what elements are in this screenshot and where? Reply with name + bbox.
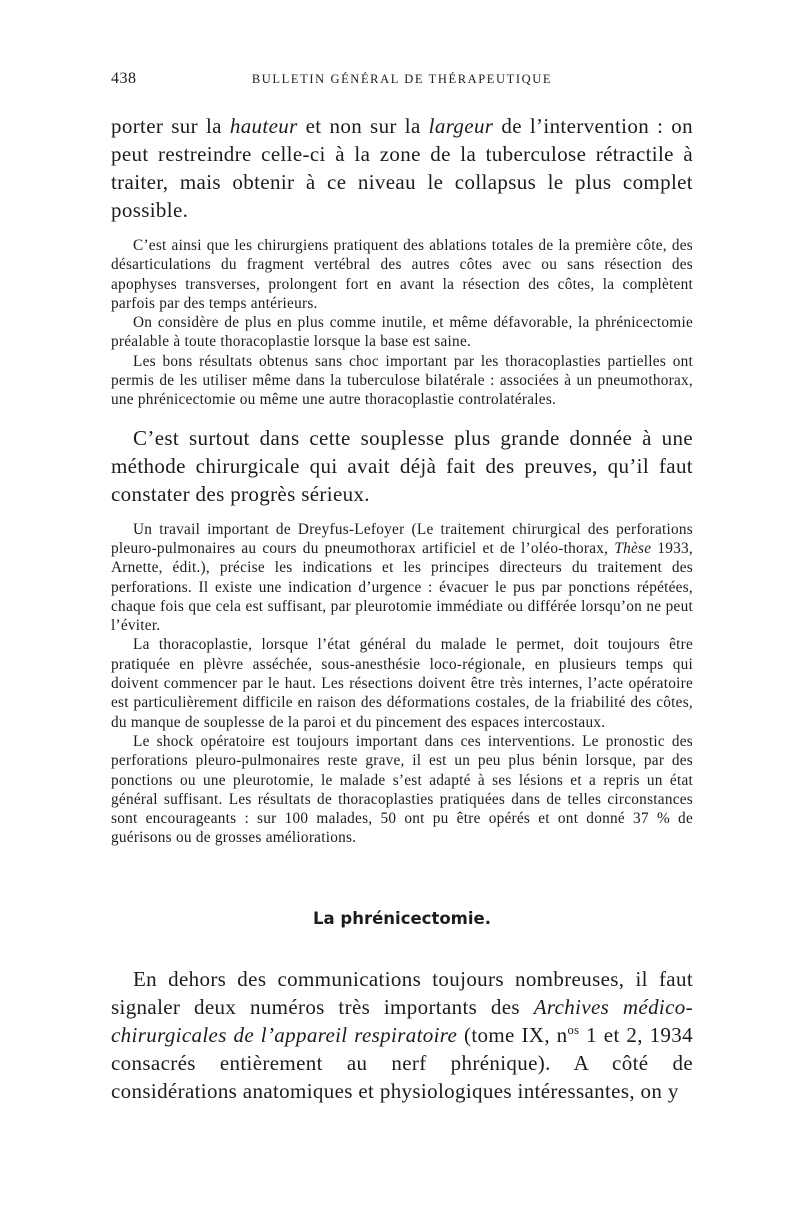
- closing-part-2: (tome IX, n: [457, 1022, 568, 1047]
- summary-1-paragraph-3: Les bons résultats obtenus sans choc important par les thoracoplasties partielles ont permis de les utiliser même dans la tuberculose bilatérale : associées à un pneumothorax, une phrénicectomie ou même une autre thoracoplastie controlatérales.: [111, 352, 693, 409]
- summary-2-paragraph-1: [111, 520, 693, 636]
- closing-part-1: En dehors des communications toujours nombreuses, il faut signaler deux numéros très importants des: [111, 966, 693, 1019]
- closing-part-3: 1 et 2, 1934 consacrés entièrement au nerf phrénique). A côté de considérations anatomiques et physiologiques intéressantes, on y: [111, 1022, 693, 1103]
- intro-part-3: de l’intervention : on peut restreindre celle-ci à la zone de la tuberculose rétractile à traiter, mais obtenir à ce niveau le collapsus le plus complet possible.: [111, 114, 693, 222]
- summary-block-1: [111, 236, 693, 410]
- intro-italic-largeur: largeur: [428, 114, 494, 138]
- intro-paragraph: [111, 112, 693, 224]
- closing-text: [111, 965, 693, 1105]
- book-page: [111, 70, 693, 1105]
- summary-2-p1-part-1: Un travail important de Dreyfus-Lefoyer (Le traitement chirurgical des perforations pleuro-pulmonaires au cours du pneumothorax artificiel et de l’oléo-thorax,: [111, 520, 693, 557]
- summary-2-paragraph-2: La thoracoplastie, lorsque l’état général du malade le permet, doit toujours être pratiquée en plèvre asséchée, sous-anesthésie loco-régionale, en plusieurs temps qui doivent commencer par le haut. Les résections doivent être très internes, l’acte opératoire est particulièrement difficile en raison des déformations costales, de la friabilité des côtes, du manque de souplesse de la paroi et du pincement des espaces intercostaux.: [111, 636, 693, 731]
- page-number: 438: [111, 70, 137, 87]
- closing-paragraph: [111, 965, 693, 1105]
- closing-italic-title: Archives médico-chirurgicales de l’appareil respiratoire: [111, 994, 693, 1047]
- section-heading: La phrénicectomie.: [313, 908, 491, 928]
- closing-superscript: os: [567, 1022, 580, 1037]
- running-head: [111, 70, 693, 98]
- summary-1-paragraph-1: C’est ainsi que les chirurgiens pratiquent des ablations totales de la première côte, des désarticulations du fragment vertébral des autres côtes avec ou sans résection des apophyses transverses, prolongent fort en avant la résection des côtes, la complètent parfois par des temps antérieurs.: [111, 237, 693, 312]
- statement-text: C’est surtout dans cette souplesse plus grande donnée à une méthode chirurgicale qui avait déjà fait des preuves, qu’il faut constater des progrès sérieux.: [111, 425, 693, 506]
- intro-part-2: et non sur la: [297, 114, 429, 138]
- intro-italic-hauteur: hauteur: [229, 114, 298, 138]
- intro-part-1: porter sur la: [111, 114, 230, 138]
- summary-1-paragraph-2: On considère de plus en plus comme inutile, et même défavorable, la phrénicectomie préalable à toute thoracoplastie lorsque la base est saine.: [111, 314, 693, 351]
- statement-paragraph: [111, 424, 693, 508]
- journal-title: BULLETIN GÉNÉRAL DE THÉRAPEUTIQUE: [251, 72, 553, 86]
- summary-2-p1-part-2: 1933, Arnette, édit.), précise les indications et les principes directeurs du traitement des perforations. Il existe une indication d’urgence : évacuer le pus par ponctions répétées, chaque fois que cela est suffisant, par pleurotomie immédiate ou différée lorsqu’on ne peut l’éviter.: [111, 539, 693, 635]
- summary-2-paragraph-3: Le shock opératoire est toujours important dans ces interventions. Le pronostic des perforations pleuro-pulmonaires reste grave, il est un peu plus bénin lorsque, par des ponctions ou une pleurotomie, le malade s’est adapté à ses lésions et a repris un état général suffisant. Les résultats de thoracoplasties pratiquées dans de telles circonstances sont encourageants : sur 100 malades, 50 ont pu être opérés et ont donné 37 % de guérisons ou de grosses améliorations.: [111, 732, 693, 847]
- summary-2-p1-italic: Thèse: [614, 539, 652, 557]
- intro-text: [111, 112, 693, 224]
- summary-block-2: [111, 520, 693, 848]
